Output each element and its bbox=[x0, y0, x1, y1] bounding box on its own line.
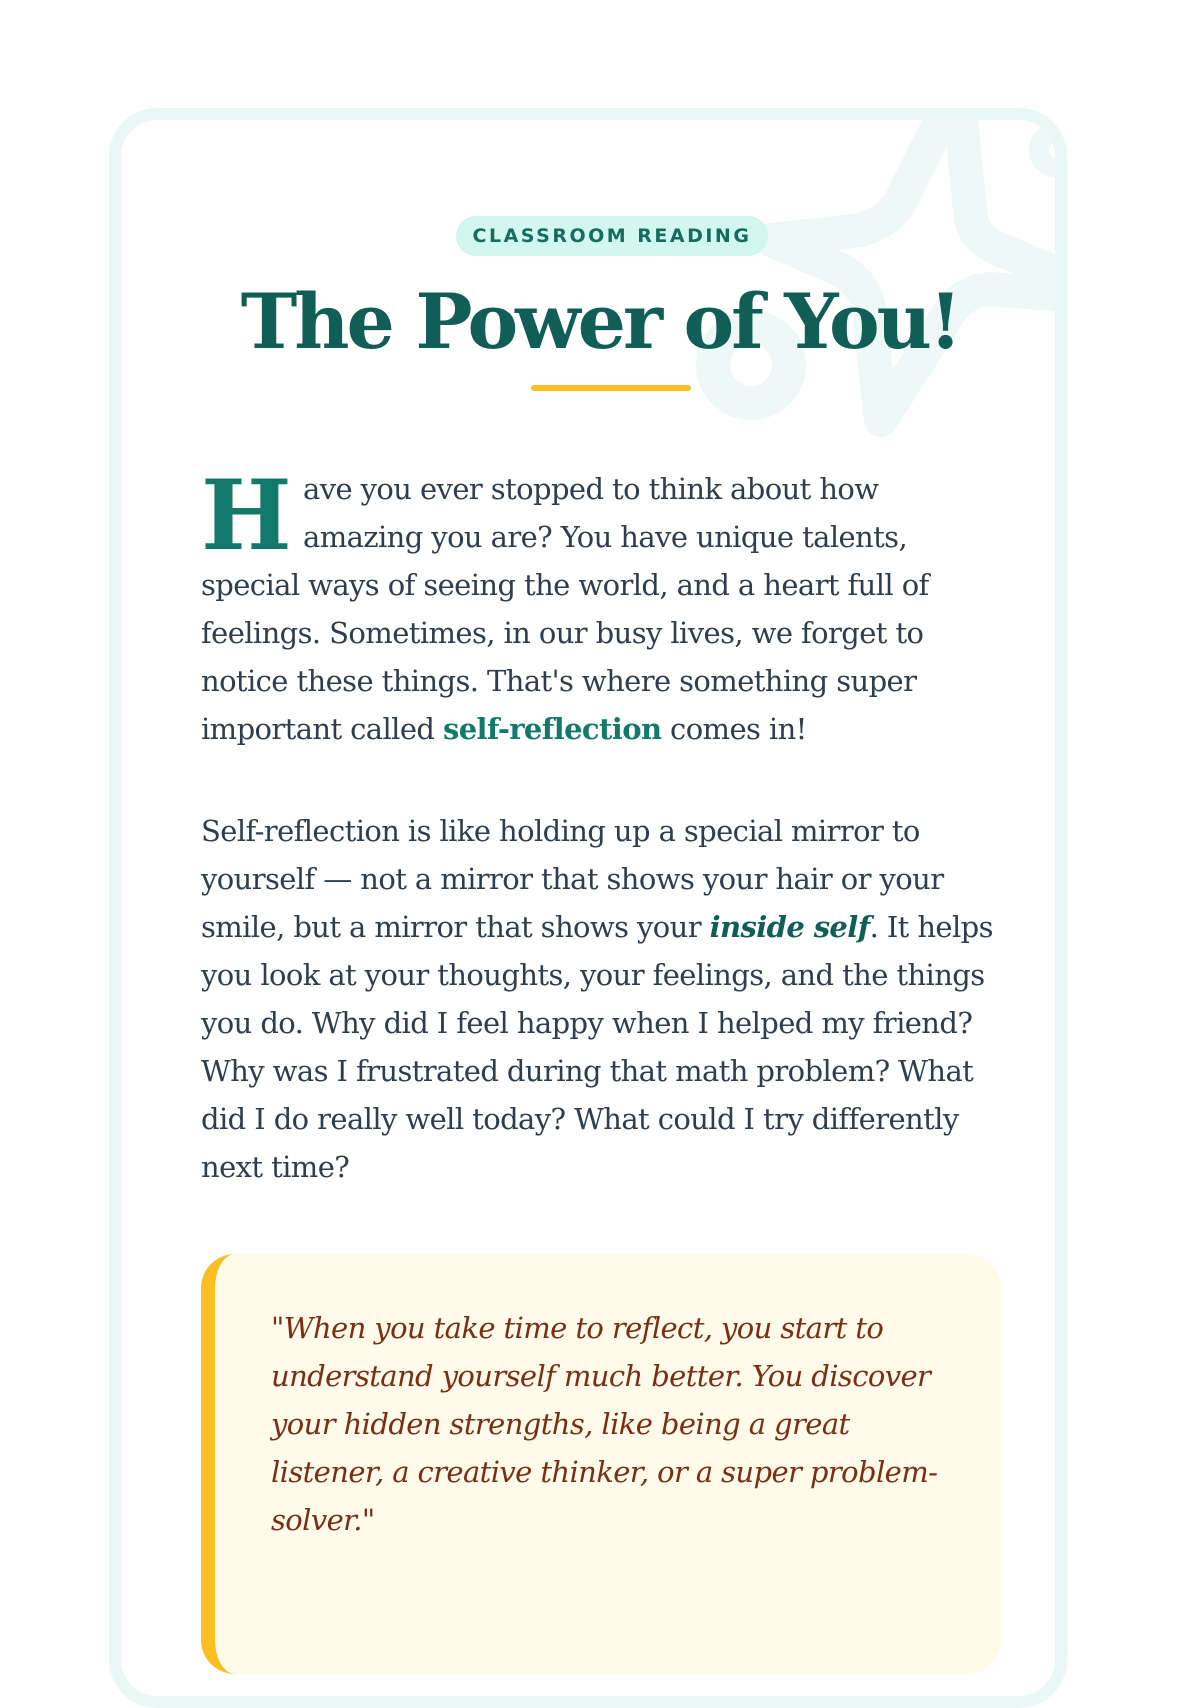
paragraph-self-reflection bbox=[201, 807, 1001, 1191]
reading-card bbox=[109, 108, 1067, 1708]
pull-quote bbox=[201, 1254, 1001, 1674]
title-underline bbox=[531, 385, 691, 391]
paragraph-intro-end: comes in! bbox=[661, 712, 807, 746]
paragraph-two-end: . It helps you look at your thoughts, your feelings, and the things you do. Why did I feel happy when I helped my friend? Why was I frustrated during that math problem? What did I do really well today? What could I try differently next time? bbox=[201, 910, 993, 1184]
pull-quote-text: "When you take time to reflect, you start to understand yourself much better. You discover your hidden strengths, like being a great listener, a creative thinker, or a super problem-solver." bbox=[271, 1311, 938, 1537]
article-body bbox=[201, 459, 1001, 1191]
paragraph-two-text: Self-reflection is like holding up a special mirror to yourself — not a mirror that shows your hair or your smile, but a mirror that shows your bbox=[201, 814, 944, 944]
category-badge: CLASSROOM READING bbox=[456, 216, 768, 256]
highlight-term: self-reflection bbox=[442, 712, 662, 746]
drop-cap: H bbox=[201, 459, 292, 572]
page-title: The Power of You! bbox=[240, 277, 960, 366]
paragraph-intro bbox=[201, 459, 1001, 753]
paragraph-intro-text: ave you ever stopped to think about how amazing you are? You have unique talents, special ways of seeing the world, and a heart full of feelings. Sometimes, in our busy lives, we forget to notice these things. That's where something super important called bbox=[201, 472, 929, 746]
emphasis-term: inside self bbox=[709, 910, 870, 944]
